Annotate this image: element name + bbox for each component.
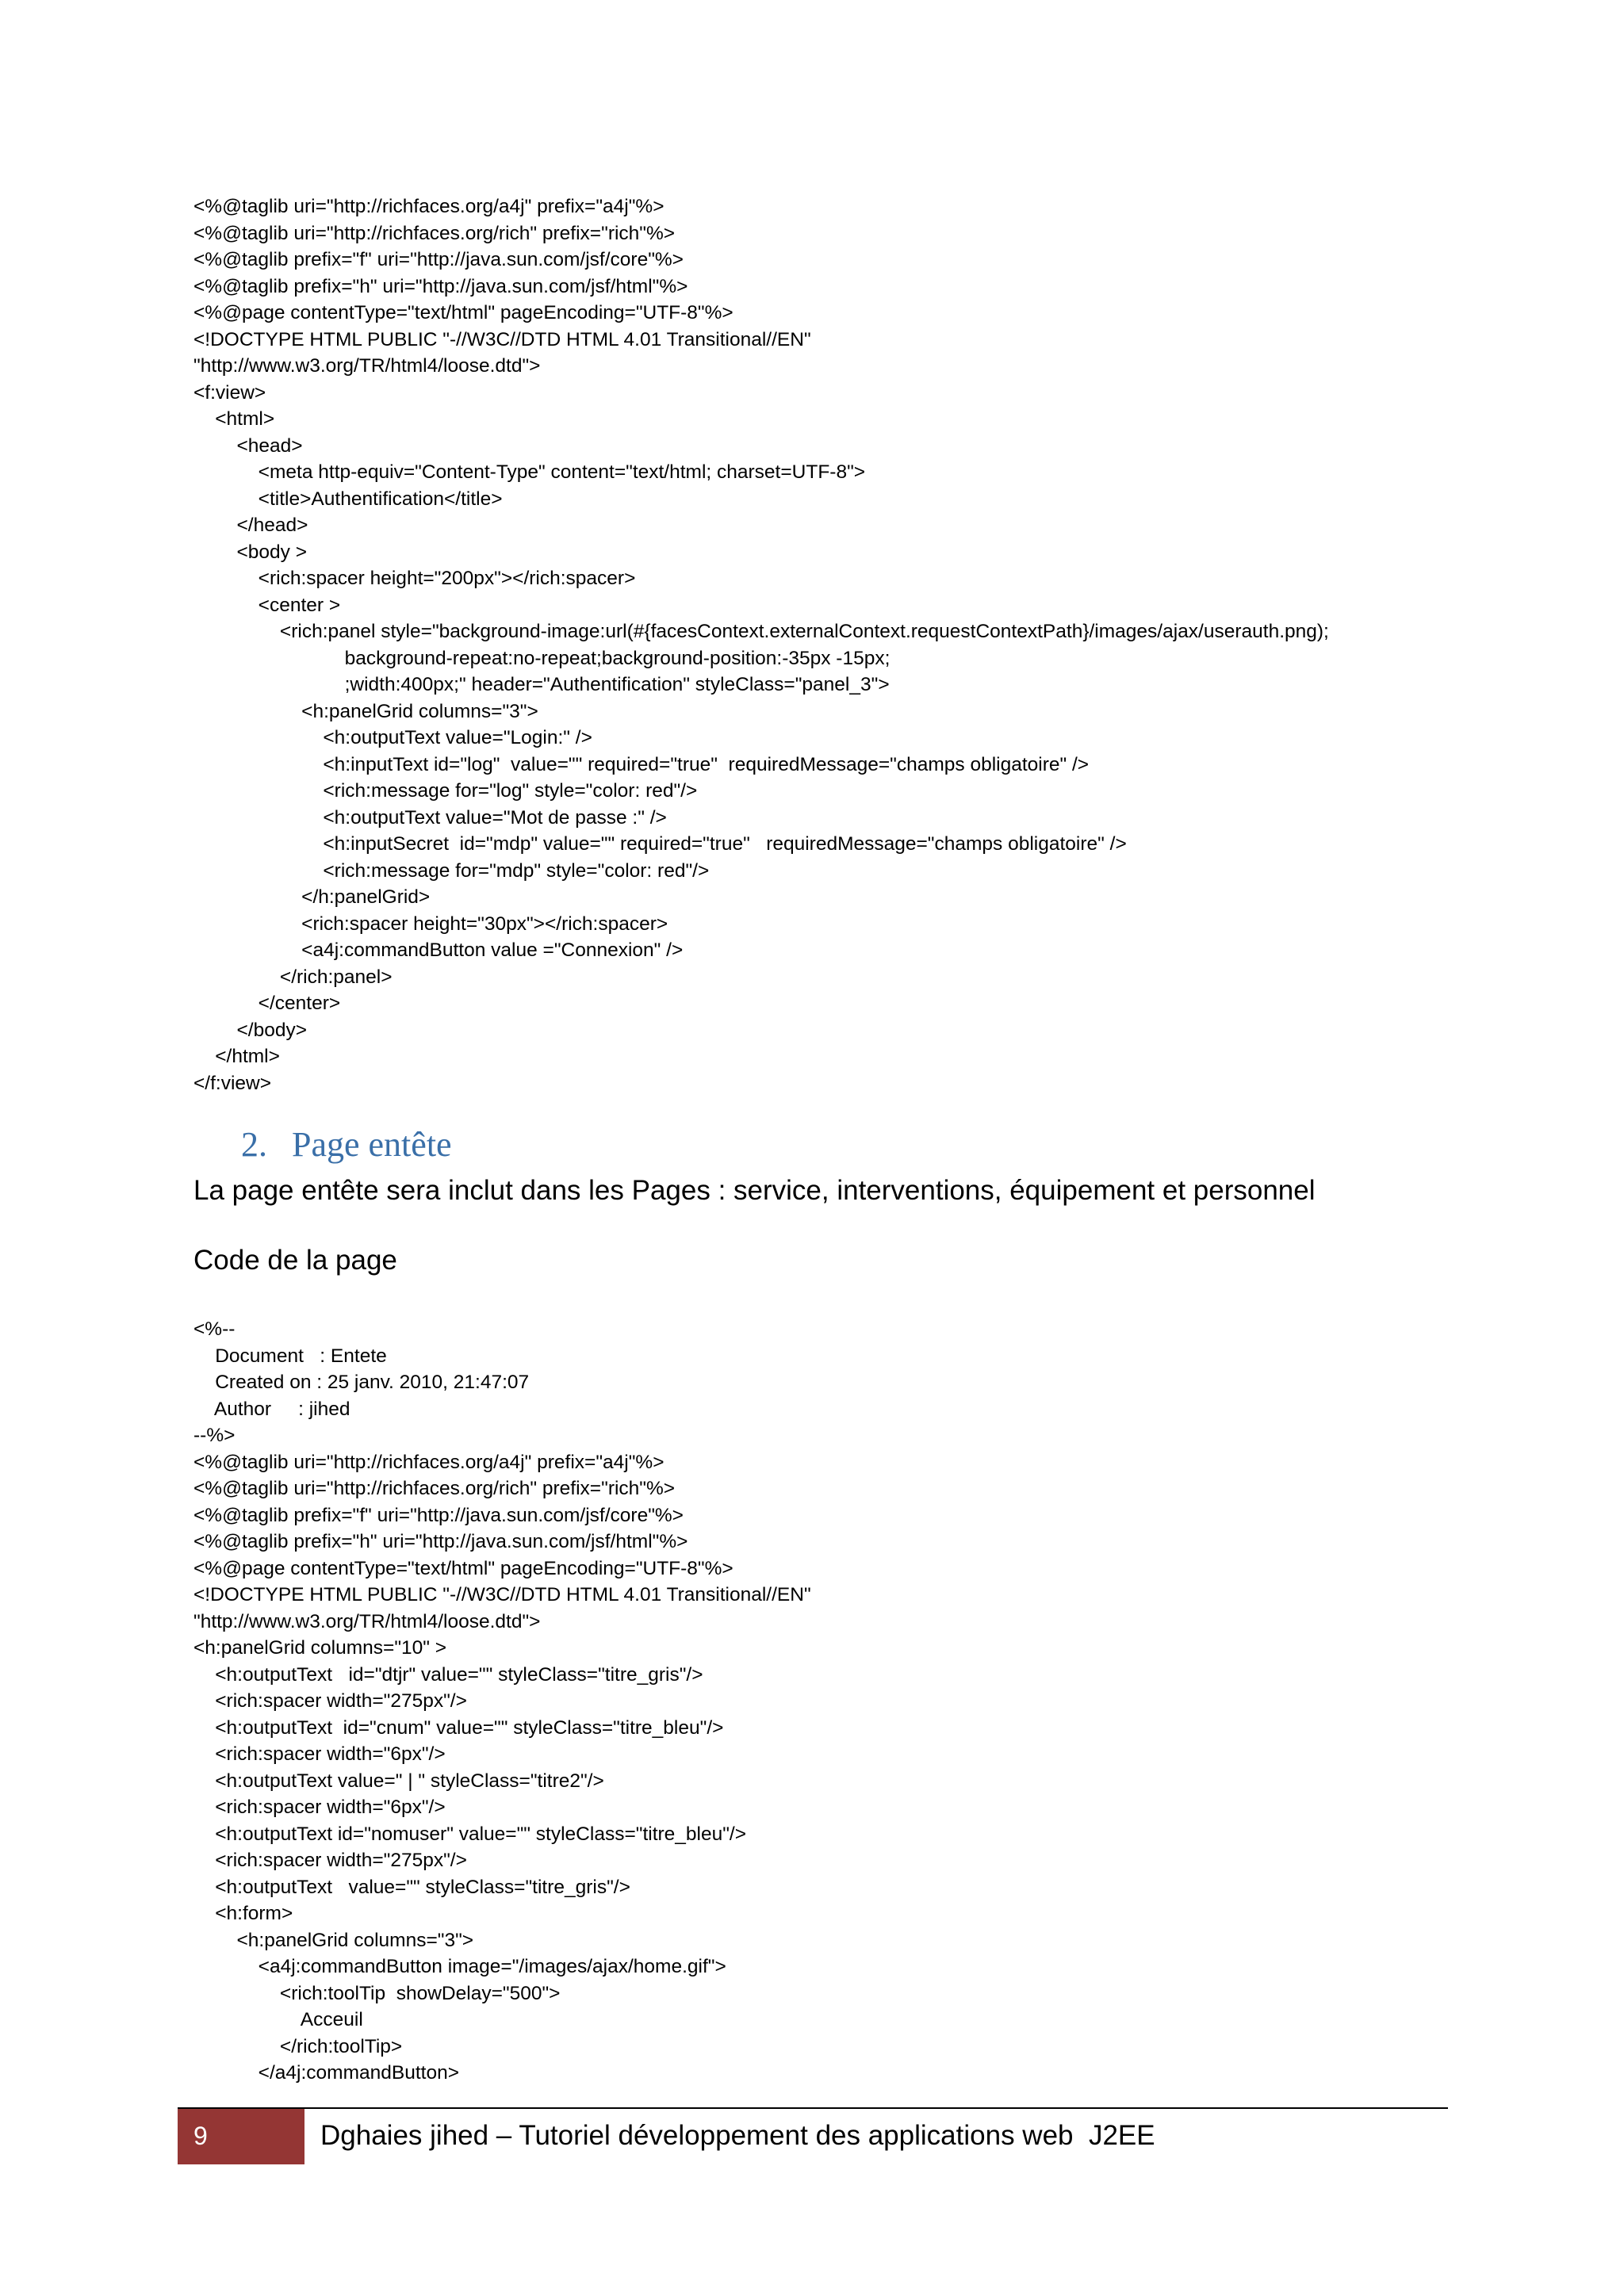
code-line: ;width:400px;" header="Authentification" styleClass="panel_3">	[193, 674, 890, 695]
code-line: <h:outputText id="dtjr" value="" styleClass="titre_gris"/>	[193, 1663, 703, 1686]
code-line: <h:panelGrid columns="10" >	[193, 1637, 447, 1659]
code-line: <a4j:commandButton image="/images/ajax/home.gif">	[193, 1956, 726, 1977]
code-listing-authentification	[193, 193, 1329, 1096]
code-line: "http://www.w3.org/TR/html4/loose.dtd">	[193, 1610, 541, 1632]
code-line: </body>	[193, 1019, 308, 1041]
code-line: <rich:message for="mdp" style="color: red"/>	[193, 859, 710, 882]
code-line: <h:inputSecret id="mdp" value="" required="true" requiredMessage="champs obligatoire" />	[193, 833, 1127, 855]
code-line: <a4j:commandButton value ="Connexion" />	[193, 939, 684, 961]
code-line: <h:outputText value="" styleClass="titre_gris"/>	[193, 1876, 630, 1898]
section-heading	[241, 1124, 452, 1165]
code-line: </h:panelGrid>	[193, 886, 431, 908]
code-line: <rich:panel style="background-image:url(#{facesContext.externalContext.requestContextPath}/images/ajax/userauth.png);	[193, 621, 1329, 642]
code-line: --%>	[193, 1425, 236, 1446]
code-line: <rich:spacer height="200px"></rich:spacer>	[193, 568, 636, 589]
code-line: <%@taglib prefix="f" uri="http://java.sun.com/jsf/core"%>	[193, 1504, 684, 1526]
code-line: <f:view>	[193, 381, 266, 404]
code-line: </rich:toolTip>	[193, 2035, 403, 2057]
code-line: <h:inputText id="log" value="" required="true" requiredMessage="champs obligatoire" />	[193, 753, 1090, 775]
code-line: </rich:panel>	[193, 966, 393, 988]
code-line: background-repeat:no-repeat;background-position:-35px -15px;	[193, 647, 891, 669]
code-line: <%@taglib uri="http://richfaces.org/rich" prefix="rich"%>	[193, 1478, 676, 1499]
section-title: Page entête	[292, 1125, 452, 1164]
code-line: <head>	[193, 434, 303, 457]
code-line: <%@taglib prefix="h" uri="http://java.sun.com/jsf/html"%>	[193, 275, 688, 297]
code-line: <rich:spacer width="275px"/>	[193, 1850, 467, 1871]
section-number: 2.	[241, 1125, 267, 1164]
code-line: <%@page contentType="text/html" pageEncoding="UTF-8"%>	[193, 302, 733, 323]
footer-divider	[178, 2107, 1448, 2109]
code-caption: Code de la page	[193, 1245, 397, 1276]
footer-title: Dghaies jihed – Tutoriel développement des applications web J2EE	[320, 2120, 1155, 2151]
code-line: </html>	[193, 1046, 280, 1067]
code-line: <meta http-equiv="Content-Type" content="text/html; charset=UTF-8">	[193, 461, 866, 483]
code-line: <rich:message for="log" style="color: red"/>	[193, 780, 698, 802]
code-line: </f:view>	[193, 1072, 272, 1094]
code-line: Created on : 25 janv. 2010, 21:47:07	[193, 1372, 530, 1393]
code-line: <%@page contentType="text/html" pageEncoding="UTF-8"%>	[193, 1557, 733, 1579]
code-line: <rich:spacer height="30px"></rich:spacer>	[193, 913, 668, 935]
code-line: </center>	[193, 993, 341, 1014]
code-line: <h:outputText value=" | " styleClass="titre2"/>	[193, 1770, 604, 1792]
code-line: Acceuil	[193, 2009, 363, 2030]
code-line: <h:panelGrid columns="3">	[193, 700, 538, 722]
code-line: <%@taglib uri="http://richfaces.org/rich" prefix="rich"%>	[193, 222, 676, 244]
code-line: <h:outputText id="nomuser" value="" styleClass="titre_bleu"/>	[193, 1823, 747, 1845]
code-line: <rich:toolTip showDelay="500">	[193, 1982, 561, 2004]
code-line: <html>	[193, 408, 275, 430]
code-line: Author : jihed	[193, 1398, 350, 1420]
code-line: <center >	[193, 594, 341, 616]
code-line: <%@taglib uri="http://richfaces.org/a4j" prefix="a4j"%>	[193, 196, 665, 217]
code-line: <h:outputText value="Login:" />	[193, 727, 592, 748]
code-line: Document : Entete	[193, 1345, 387, 1367]
code-line: <!DOCTYPE HTML PUBLIC "-//W3C//DTD HTML 4.01 Transitional//EN"	[193, 1584, 811, 1605]
code-line: <%@taglib prefix="h" uri="http://java.sun.com/jsf/html"%>	[193, 1531, 688, 1552]
code-line: "http://www.w3.org/TR/html4/loose.dtd">	[193, 355, 541, 377]
code-line: <%@taglib uri="http://richfaces.org/a4j" prefix="a4j"%>	[193, 1451, 665, 1473]
code-line: </head>	[193, 515, 308, 536]
code-line: <rich:spacer width="6px"/>	[193, 1797, 446, 1818]
code-line: <h:outputText id="cnum" value="" styleClass="titre_bleu"/>	[193, 1716, 724, 1739]
page-number-badge	[178, 2109, 304, 2164]
code-line: <rich:spacer width="6px"/>	[193, 1743, 446, 1765]
code-line: <%@taglib prefix="f" uri="http://java.sun.com/jsf/core"%>	[193, 249, 684, 270]
code-line: </a4j:commandButton>	[193, 2062, 460, 2084]
code-line: <title>Authentification</title>	[193, 488, 503, 510]
code-line: <h:outputText value="Mot de passe :" />	[193, 806, 667, 828]
code-listing-entete	[193, 1316, 811, 2087]
intro-paragraph: La page entête sera inclut dans les Pages : service, interventions, équipement et personnel	[193, 1175, 1316, 1206]
code-line: <rich:spacer width="275px"/>	[193, 1690, 467, 1712]
code-line: <h:panelGrid columns="3">	[193, 1929, 474, 1951]
code-line: <body >	[193, 541, 308, 563]
code-line: <%--	[193, 1318, 236, 1340]
page-number: 9	[193, 2122, 208, 2150]
code-line: <!DOCTYPE HTML PUBLIC "-//W3C//DTD HTML 4.01 Transitional//EN"	[193, 328, 811, 350]
code-line: <h:form>	[193, 1903, 293, 1924]
